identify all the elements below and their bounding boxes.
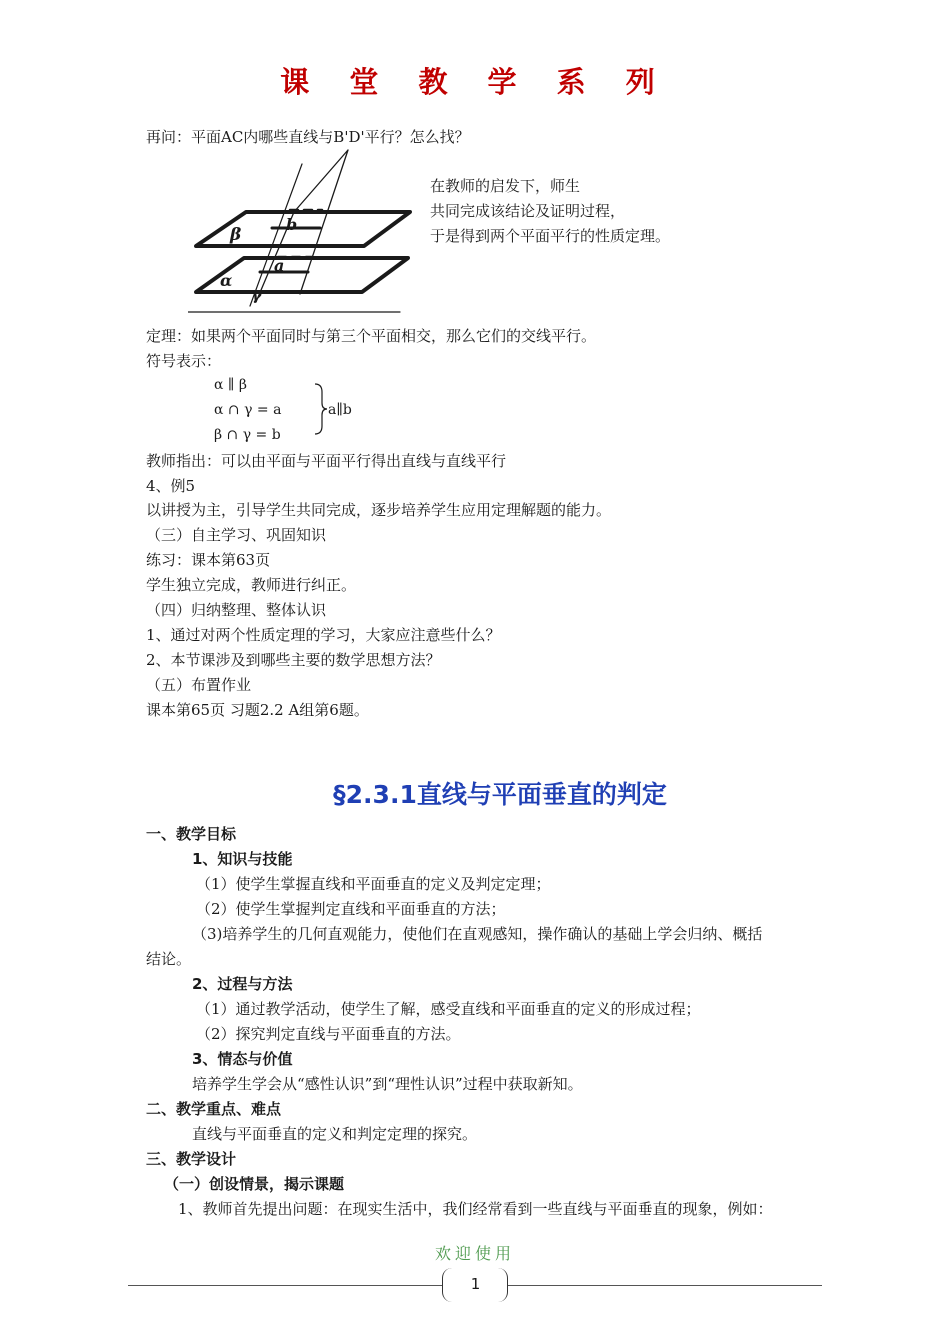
symbol-line-2: α ∩ γ = a [214, 402, 282, 418]
symbol-label: 符号表示： [146, 352, 222, 370]
focus-text: 直线与平面垂直的定义和判定定理的探究。 [192, 1125, 478, 1143]
label-gamma: γ [252, 288, 262, 304]
label-b: b [286, 215, 298, 234]
parallel-planes-figure [188, 146, 416, 318]
theorem-statement: 定理：如果两个平面同时与第三个平面相交，那么它们的交线平行。 [146, 327, 597, 345]
label-alpha: α [220, 271, 233, 290]
text-line: （五）布置作业 [146, 676, 252, 694]
subheading-scenario: （一）创设情景，揭示课题 [164, 1175, 345, 1193]
goal-item: （3)培养学生的几何直观能力，使他们在直观感知，操作确认的基础上学会归纳、概括 [192, 925, 763, 943]
text-line: 1、通过对两个性质定理的学习，大家应注意些什么？ [146, 626, 501, 644]
side-text-1: 在教师的启发下，师生 [430, 177, 581, 195]
heading-focus: 二、教学重点、难点 [146, 1100, 282, 1118]
text-line: 4、例5 [146, 477, 196, 495]
text-line: （三）自主学习、巩固知识 [146, 526, 327, 544]
footer-welcome: 欢迎使用 [434, 1244, 515, 1263]
goal-item-continued: 结论。 [146, 950, 192, 968]
symbol-line-3: β ∩ γ = b [214, 427, 281, 443]
page-number: 1 [470, 1275, 481, 1293]
label-a: a [274, 256, 285, 275]
goal-item: （2）使学生掌握判定直线和平面垂直的方法； [196, 900, 506, 918]
question-line: 再问：平面AC内哪些直线与B'D'平行？怎么找？ [146, 128, 470, 146]
symbol-conclusion: a∥b [328, 402, 352, 418]
label-beta: β [230, 225, 242, 245]
text-line: （四）归纳整理、整体认识 [146, 601, 327, 619]
goal-item: （2）探究判定直线与平面垂直的方法。 [196, 1025, 461, 1043]
subheading-values: 3、情态与价值 [192, 1050, 293, 1068]
text-line: 2、本节课涉及到哪些主要的数学思想方法？ [146, 651, 441, 669]
text-line: 练习：课本第63页 [146, 551, 271, 569]
intro-text: 1、教师首先提出问题：在现实生活中，我们经常看到一些直线与平面垂直的现象，例如： [178, 1200, 773, 1218]
symbol-line-1: α ∥ β [214, 377, 247, 393]
page-header-title: 课 堂 教 学 系 列 [280, 65, 670, 99]
text-line: 学生独立完成，教师进行纠正。 [146, 576, 357, 594]
side-text-3: 于是得到两个平面平行的性质定理。 [430, 227, 671, 245]
section-title: §2.3.1直线与平面垂直的判定 [333, 780, 667, 809]
goal-item: （1）通过教学活动，使学生了解，感受直线和平面垂直的定义的形成过程； [196, 1000, 701, 1018]
text-line: 以讲授为主，引导学生共同完成，逐步培养学生应用定理解题的能力。 [146, 501, 612, 519]
text-line: 课本第65页 习题2.2 A组第6题。 [146, 701, 369, 719]
subheading-knowledge: 1、知识与技能 [192, 850, 293, 868]
text-line: 教师指出：可以由平面与平面平行得出直线与直线平行 [146, 452, 507, 470]
heading-teaching-goals: 一、教学目标 [146, 825, 237, 843]
goal-item: 培养学生学会从“感性认识”到“理性认识”过程中获取新知。 [192, 1075, 583, 1093]
heading-design: 三、教学设计 [146, 1150, 237, 1168]
right-brace [313, 382, 329, 436]
subheading-process: 2、过程与方法 [192, 975, 293, 993]
side-text-2: 共同完成该结论及证明过程， [430, 202, 626, 220]
goal-item: （1）使学生掌握直线和平面垂直的定义及判定定理； [196, 875, 551, 893]
